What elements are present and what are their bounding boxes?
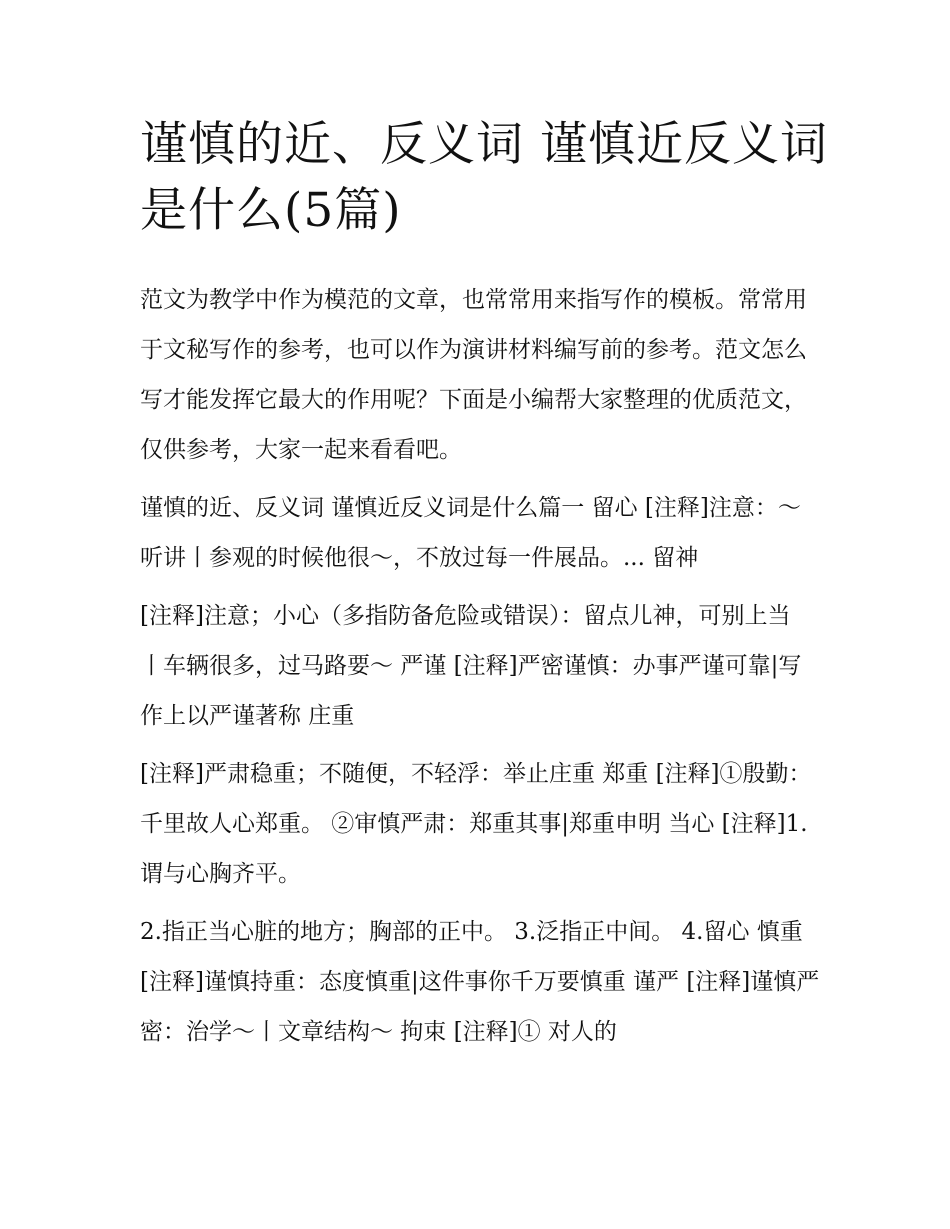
- document-body: [140, 275, 820, 1065]
- body-paragraph: [注释]严肃稳重；不随便，不轻浮：举止庄重 郑重 [注释]①殷勤：千里故人心郑重。 ②审慎严肃：郑重其事|郑重申明 当心 [注释]1.谓与心胸齐平。: [140, 761, 812, 887]
- document-title: 谨慎的近、反义词 谨慎近反义词是什么(5篇): [140, 117, 828, 238]
- body-paragraph: 2.指正当心脏的地方；胸部的正中。 3.泛指正中间。 4.留心 慎重 [注释]谨慎持重：态度慎重|这件事你千万要慎重 谨严 [注释]谨慎严密：治学～丨文章结构～ 拘束 [注释]① 对人的: [140, 919, 820, 1045]
- intro-paragraph: 范文为教学中作为模范的文章，也常常用来指写作的模板。常常用于文秘写作的参考，也可以作为演讲材料编写前的参考。范文怎么写才能发挥它最大的作用呢？下面是小编帮大家整理的优质范文，仅供参考，大家一起来看看吧。: [140, 287, 807, 463]
- body-paragraph: 谨慎的近、反义词 谨慎近反义词是什么篇一 留心 [注释]注意：～听讲丨参观的时候他很～，不放过每一件展品。... 留神: [140, 495, 801, 571]
- body-paragraph: [注释]注意；小心（多指防备危险或错误）：留点儿神，可别上当 丨车辆很多，过马路要～ 严谨 [注释]严密谨慎：办事严谨可靠|写作上以严谨著称 庄重: [140, 603, 802, 729]
